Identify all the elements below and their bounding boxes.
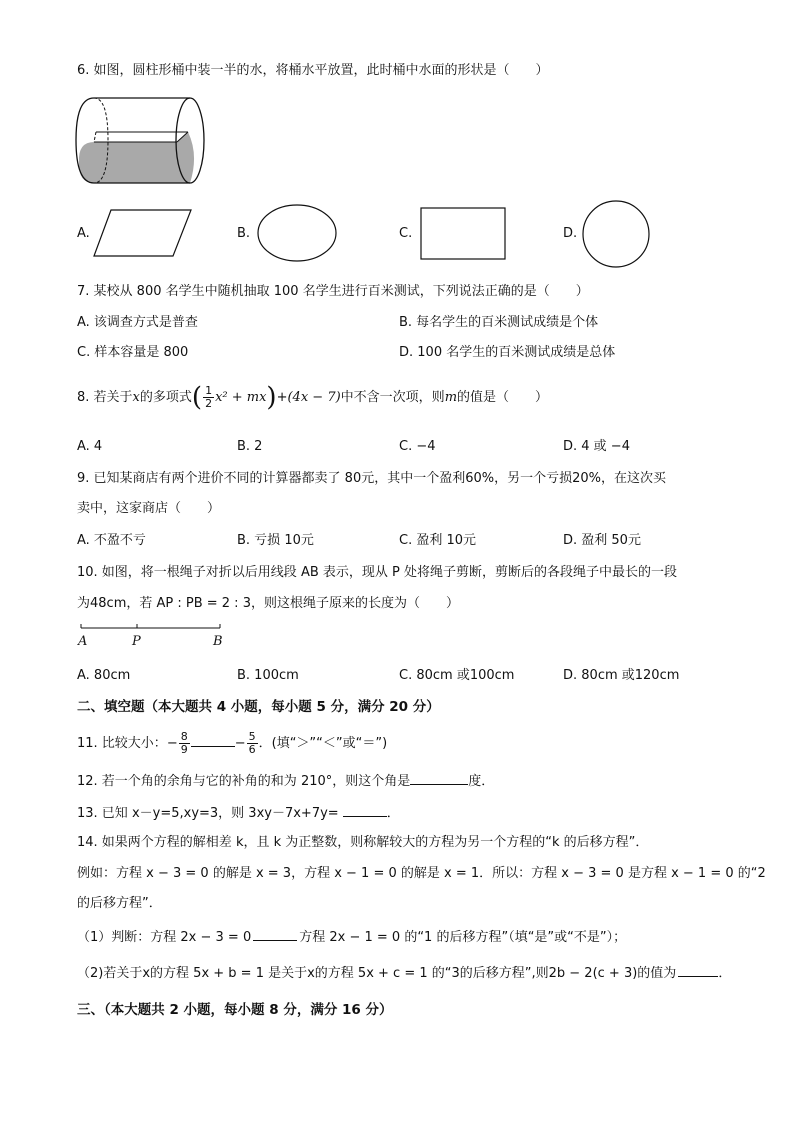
section-2-heading: 二、填空题（本大题共 4 小题，每小题 5 分，满分 20 分） (77, 699, 440, 715)
q9-option-d: D. 盈利 50元 (563, 533, 641, 548)
q8-var-x: x (132, 390, 140, 405)
parallelogram-shape (93, 208, 193, 258)
q14-line2: 例如：方程 x − 3 = 0 的解是 x = 3，方程 x − 1 = 0 的解是 x = 1．所以：方程 x − 3 = 0 是方程 x − 1 = 0 的“2 (77, 866, 766, 881)
q14-sub1 (77, 927, 626, 947)
q8-option-b: B. 2 (237, 439, 263, 454)
q11-neg2: − (234, 736, 246, 751)
q8-var-m: m (444, 390, 458, 405)
q8-pre: 8. 若关于 (77, 390, 133, 405)
q11-f2-den: 6 (248, 743, 256, 756)
q12-post: 度． (468, 774, 495, 789)
ellipse-shape (256, 203, 338, 263)
q8-end: 的值是（ ） (457, 390, 549, 405)
q6-stem: 6. 如图，圆柱形桶中装一半的水，将桶水平放置，此时桶中水面的形状是（ ） (77, 63, 549, 78)
q14-sub2-post: ． (718, 966, 732, 981)
fig-label-a: A (78, 634, 88, 649)
q11-f2-num: 5 (248, 730, 256, 743)
q11-pre: 11. 比较大小： (77, 736, 167, 751)
q7-stem: 7. 某校从 800 名学生中随机抽取 100 名学生进行百米测试，下列说法正确的是（ ） (77, 284, 589, 299)
q8-option-d: D. 4 或 −4 (563, 439, 630, 454)
q13-pre: 13. 已知 x－y=5,xy=3，则 3xy－7x+7y= (77, 806, 339, 821)
q7-option-a: A. 该调查方式是普查 (77, 315, 198, 330)
rectangle-shape (420, 207, 506, 261)
q8-mid: 的多项式 (139, 390, 192, 405)
q7-option-b: B. 每名学生的百米测试成绩是个体 (399, 315, 599, 330)
q14-line3: 的后移方程”． (77, 896, 162, 911)
q12-pre: 12. 若一个角的余角与它的补角的和为 210°，则这个角是 (77, 774, 411, 789)
cylinder-figure (74, 95, 206, 187)
q6-option-a-label: A. (77, 226, 90, 241)
q12-blank[interactable] (410, 771, 468, 785)
q9-option-b: B. 亏损 10元 (237, 533, 314, 548)
q6-option-b-label: B. (237, 226, 251, 241)
q11-blank[interactable] (191, 733, 235, 747)
q14-line1: 14. 如果两个方程的解相差 k，且 k 为正整数，则称解较大的方程为另一个方程的“k 的后移方程”． (77, 835, 649, 850)
q11-f1-num: 8 (180, 730, 188, 743)
q14-sub2-blank[interactable] (678, 963, 718, 977)
q14-sub2 (77, 963, 731, 983)
q7-option-d: D. 100 名学生的百米测试成绩是总体 (399, 345, 616, 360)
q10-option-a: A. 80cm (77, 668, 131, 683)
q10-line1: 10. 如图，将一根绳子对折以后用线段 AB 表示，现从 P 处将绳子剪断，剪断后的各段绳子中最长的一段 (77, 565, 677, 580)
q8-poly1: x² + mx (215, 390, 267, 405)
fig-label-p: P (132, 634, 141, 649)
q14-sub2-pre: （2)若关于x的方程 5x + b = 1 是关于x的方程 5x + c = 1 的“3的后移方程”,则2b − 2(c + 3)的值为 (77, 966, 677, 981)
q8-post: 中不含一次项，则 (340, 390, 445, 405)
q8-fraction (203, 385, 214, 410)
q8-left-paren: ( (191, 382, 203, 413)
q13 (77, 803, 400, 823)
q8-option-a: A. 4 (77, 439, 103, 454)
q6-option-d-label: D. (563, 226, 578, 241)
q8-plus: + (276, 390, 288, 405)
q8-frac-den: 2 (205, 397, 213, 410)
q13-post: ． (386, 806, 400, 821)
q10-option-b: B. 100cm (237, 668, 299, 683)
q11-post: ．(填“＞”“＜”或“＝”) (258, 736, 388, 751)
q10-option-c: C. 80cm 或100cm (399, 668, 515, 683)
q9-option-a: A. 不盈不亏 (77, 533, 146, 548)
q10-line2: 为48cm，若 AP : PB = 2 : 3，则这根绳子原来的长度为（ ） (77, 596, 459, 611)
q8-frac-num: 1 (205, 384, 213, 397)
q10-option-d: D. 80cm 或120cm (563, 668, 680, 683)
q8-right-paren: ) (266, 382, 277, 413)
q11-f1-den: 9 (180, 743, 188, 756)
circle-shape (581, 199, 651, 269)
fig-label-b: B (213, 634, 223, 649)
q14-sub1-pre: （1）判断：方程 2x − 3 = 0 (77, 930, 252, 945)
q8-option-c: C. −4 (399, 439, 436, 454)
segment-ab-figure (80, 624, 225, 652)
q14-sub1-blank[interactable] (253, 927, 297, 941)
q11-frac2 (247, 731, 258, 756)
q8-poly2: (4x − 7) (287, 390, 341, 405)
q14-sub1-post: 方程 2x − 1 = 0 的“1 的后移方程”（填“是”或“不是”）； (299, 930, 627, 945)
q11 (77, 731, 387, 757)
q6-option-c-label: C. (399, 226, 413, 241)
q9-line2: 卖中，这家商店（ ） (77, 501, 221, 516)
q11-frac1 (179, 731, 190, 756)
q9-option-c: C. 盈利 10元 (399, 533, 477, 548)
q13-blank[interactable] (343, 803, 387, 817)
q11-neg1: − (166, 736, 178, 751)
q8-stem (77, 383, 548, 413)
section-3-heading: 三、（本大题共 2 小题，每小题 8 分，满分 16 分） (77, 1002, 393, 1018)
q9-line1: 9. 已知某商店有两个进价不同的计算器都卖了 80元，其中一个盈利60%，另一个亏损20%，在这次买 (77, 471, 666, 486)
q12 (77, 771, 494, 791)
q7-option-c: C. 样本容量是 800 (77, 345, 189, 360)
